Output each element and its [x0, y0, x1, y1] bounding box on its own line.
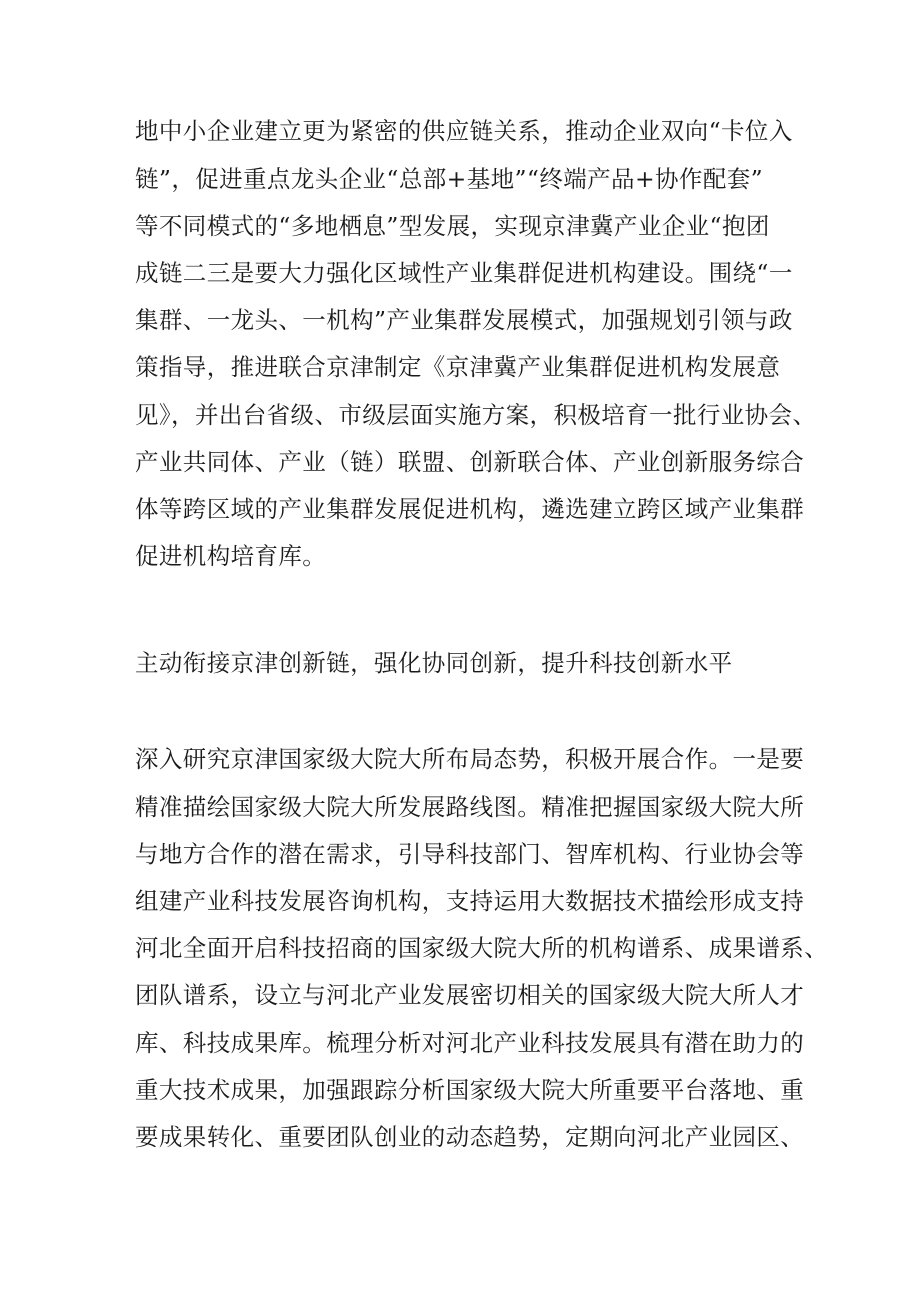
text-line: 深入研究京津国家级大院大所布局态势，积极开展合作。一是要 — [135, 745, 805, 773]
text-line: 体等跨区域的产业集群发展促进机构，遴选建立跨区域产业集群 — [135, 495, 805, 523]
text-line: 集群、一龙头、一机构”产业集群发展模式，加强规划引领与政 — [135, 306, 793, 334]
text-line: 团队谱系，设立与河北产业发展密切相关的国家级大院大所人才 — [135, 981, 805, 1009]
section-heading: 主动衔接京津创新链，强化协同创新，提升科技创新水平 — [135, 649, 733, 677]
text-line: 策指导，推进联合京津制定《京津冀产业集群促进机构发展意 — [135, 353, 781, 381]
text-line: 与地方合作的潜在需求，引导科技部门、智库机构、行业协会等 — [135, 840, 805, 868]
text-line: 产业共同体、产业（链）联盟、创新联合体、产业创新服务综合 — [135, 448, 805, 476]
text-line: 河北全面开启科技招商的国家级大院大所的机构谱系、成果谱系、 — [135, 934, 829, 962]
text-line: 成链二三是要大力强化区域性产业集群促进机构建设。围绕“一 — [135, 259, 793, 287]
text-line: 链”，促进重点龙头企业“总部+基地”“终端产品+协作配套” — [135, 165, 764, 193]
text-line: 见》，并出台省级、市级层面实施方案，积极培育一批行业协会、 — [135, 401, 817, 429]
text-line: 精准描绘国家级大院大所发展路线图。精准把握国家级大院大所 — [135, 793, 805, 821]
text-line: 重大技术成果，加强跟踪分析国家级大院大所重要平台落地、重 — [135, 1076, 805, 1104]
text-line: 地中小企业建立更为紧密的供应链关系，推动企业双向“卡位入 — [135, 117, 793, 145]
text-line: 促进机构培育库。 — [135, 542, 327, 570]
text-line: 等不同模式的“多地栖息”型发展，实现京津冀产业企业“抱团 — [135, 212, 770, 240]
text-line: 库、科技成果库。梳理分析对河北产业科技发展具有潜在助力的 — [135, 1029, 805, 1057]
text-line: 要成果转化、重要团队创业的动态趋势，定期向河北产业园区、 — [135, 1123, 805, 1151]
text-line: 组建产业科技发展咨询机构，支持运用大数据技术描绘形成支持 — [135, 887, 805, 915]
